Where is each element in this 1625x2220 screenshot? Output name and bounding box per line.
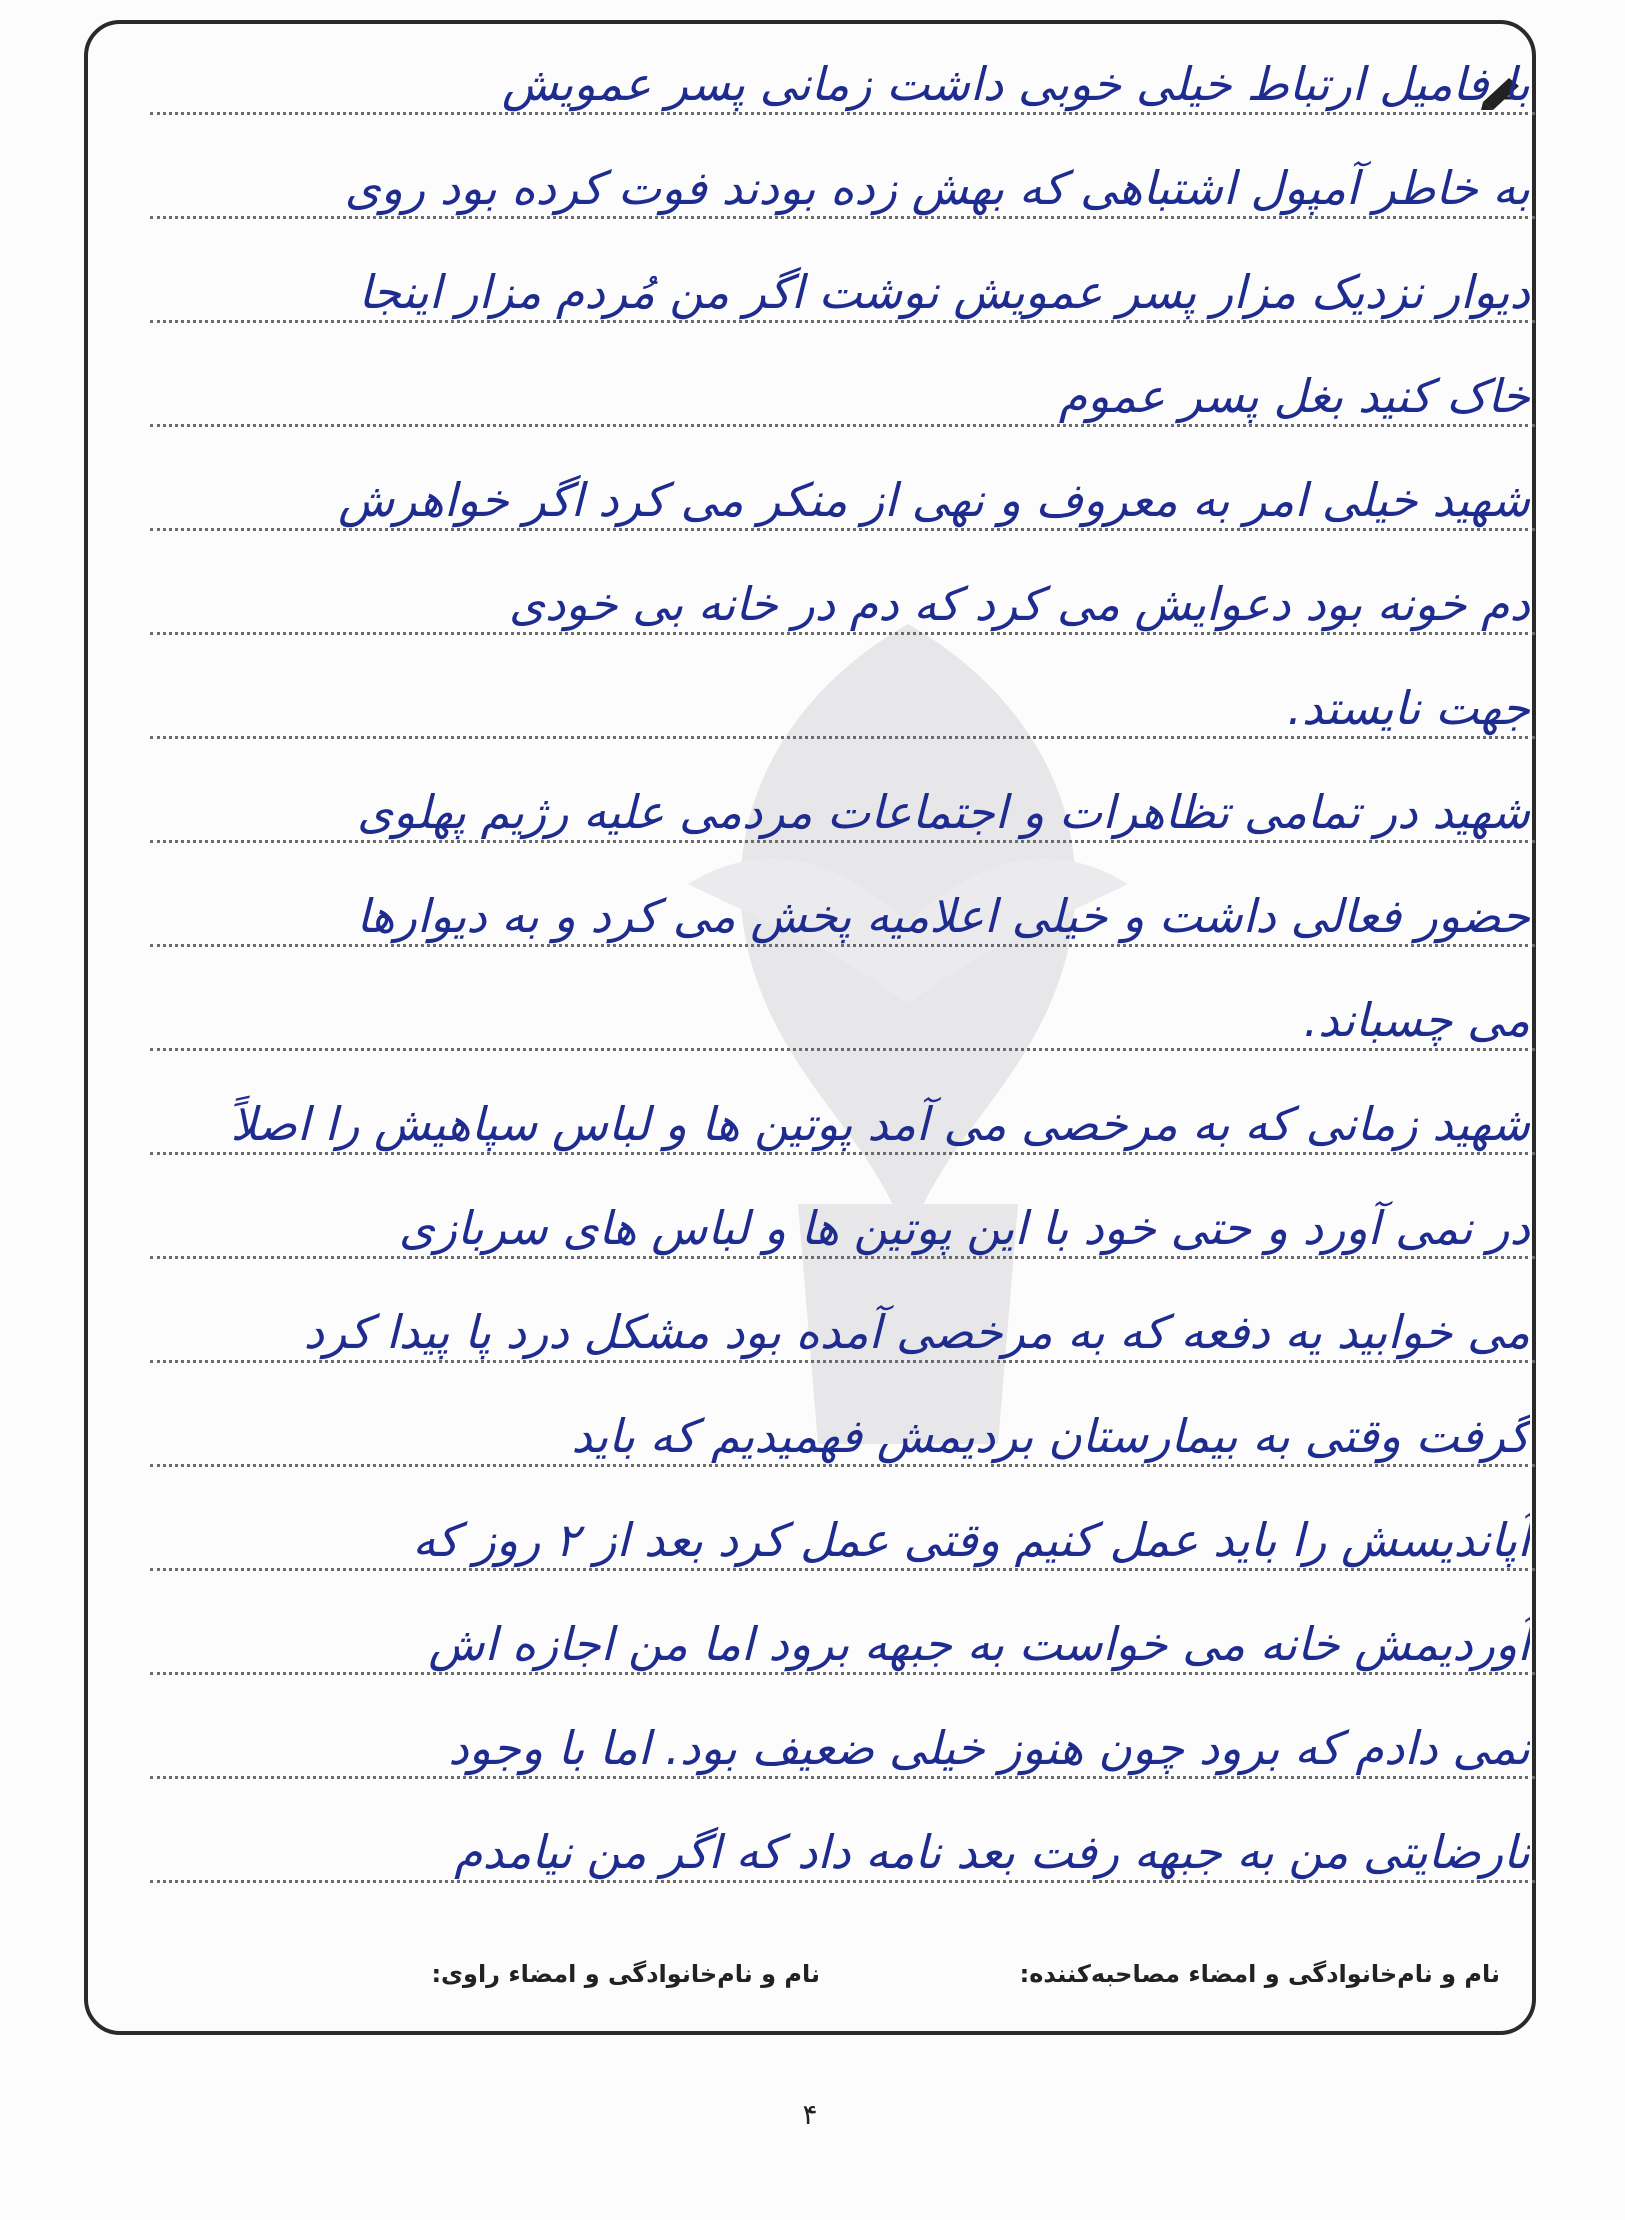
handwritten-line: شهید خیلی امر به معروف و نهی از منکر می کرد اگر خواهرش: [338, 473, 1530, 527]
handwritten-line: جهت نایستد.: [1287, 681, 1530, 735]
interviewer-signature-label: نام و نام‌خانوادگی و امضاء مصاحبه‌کننده:: [1019, 1960, 1500, 1988]
handwritten-line: با فامیل ارتباط خیلی خوبی داشت زمانی پسر عمویش: [501, 57, 1530, 111]
handwritten-line: به خاطر آمپول اشتباهی که بهش زده بودند فوت کرده بود روی: [344, 161, 1530, 215]
handwritten-line: شهید در تمامی تظاهرات و اجتماعات مردمی علیه رژیم پهلوی: [357, 785, 1530, 839]
page-number: ۴: [802, 2098, 818, 2131]
handwritten-line: آپاندیسش را باید عمل کنیم وقتی عمل کرد بعد از ۲ روز که: [412, 1513, 1530, 1567]
handwritten-line: در نمی آورد و حتی خود با این پوتین ها و لباس های سربازی: [398, 1201, 1530, 1255]
handwritten-line: شهید زمانی که به مرخصی می آمد پوتین ها و لباس سپاهیش را اصلاً: [230, 1097, 1530, 1151]
handwritten-line: دم خونه بود دعوایش می کرد که دم در خانه بی خودی: [508, 577, 1530, 631]
handwritten-line: می چسباند.: [1303, 993, 1530, 1047]
handwritten-line: خاک کنید بغل پسر عموم: [1058, 369, 1530, 423]
handwritten-line: نارضایتی من به جبهه رفت بعد نامه داد که اگر من نیامدم: [454, 1825, 1530, 1879]
handwritten-line: نمی دادم که برود چون هنوز خیلی ضعیف بود. اما با وجود: [448, 1721, 1530, 1775]
handwritten-line: گرفت وقتی به بیمارستان بردیمش فهمیدیم که باید: [571, 1409, 1530, 1463]
narrator-signature-label: نام و نام‌خانوادگی و امضاء راوی:: [431, 1960, 820, 1988]
handwritten-line: دیوار نزدیک مزار پسر عمویش نوشت اگر من مُردم مزار اینجا: [358, 265, 1530, 319]
handwritten-line: می خوابید یه دفعه که به مرخصی آمده بود مشکل درد پا پیدا کرد: [303, 1305, 1530, 1359]
handwritten-line: حضور فعالی داشت و خیلی اعلامیه پخش می کرد و به دیوارها: [356, 889, 1530, 943]
handwritten-line: آوردیمش خانه می خواست به جبهه برود اما من اجازه اش: [428, 1617, 1530, 1671]
